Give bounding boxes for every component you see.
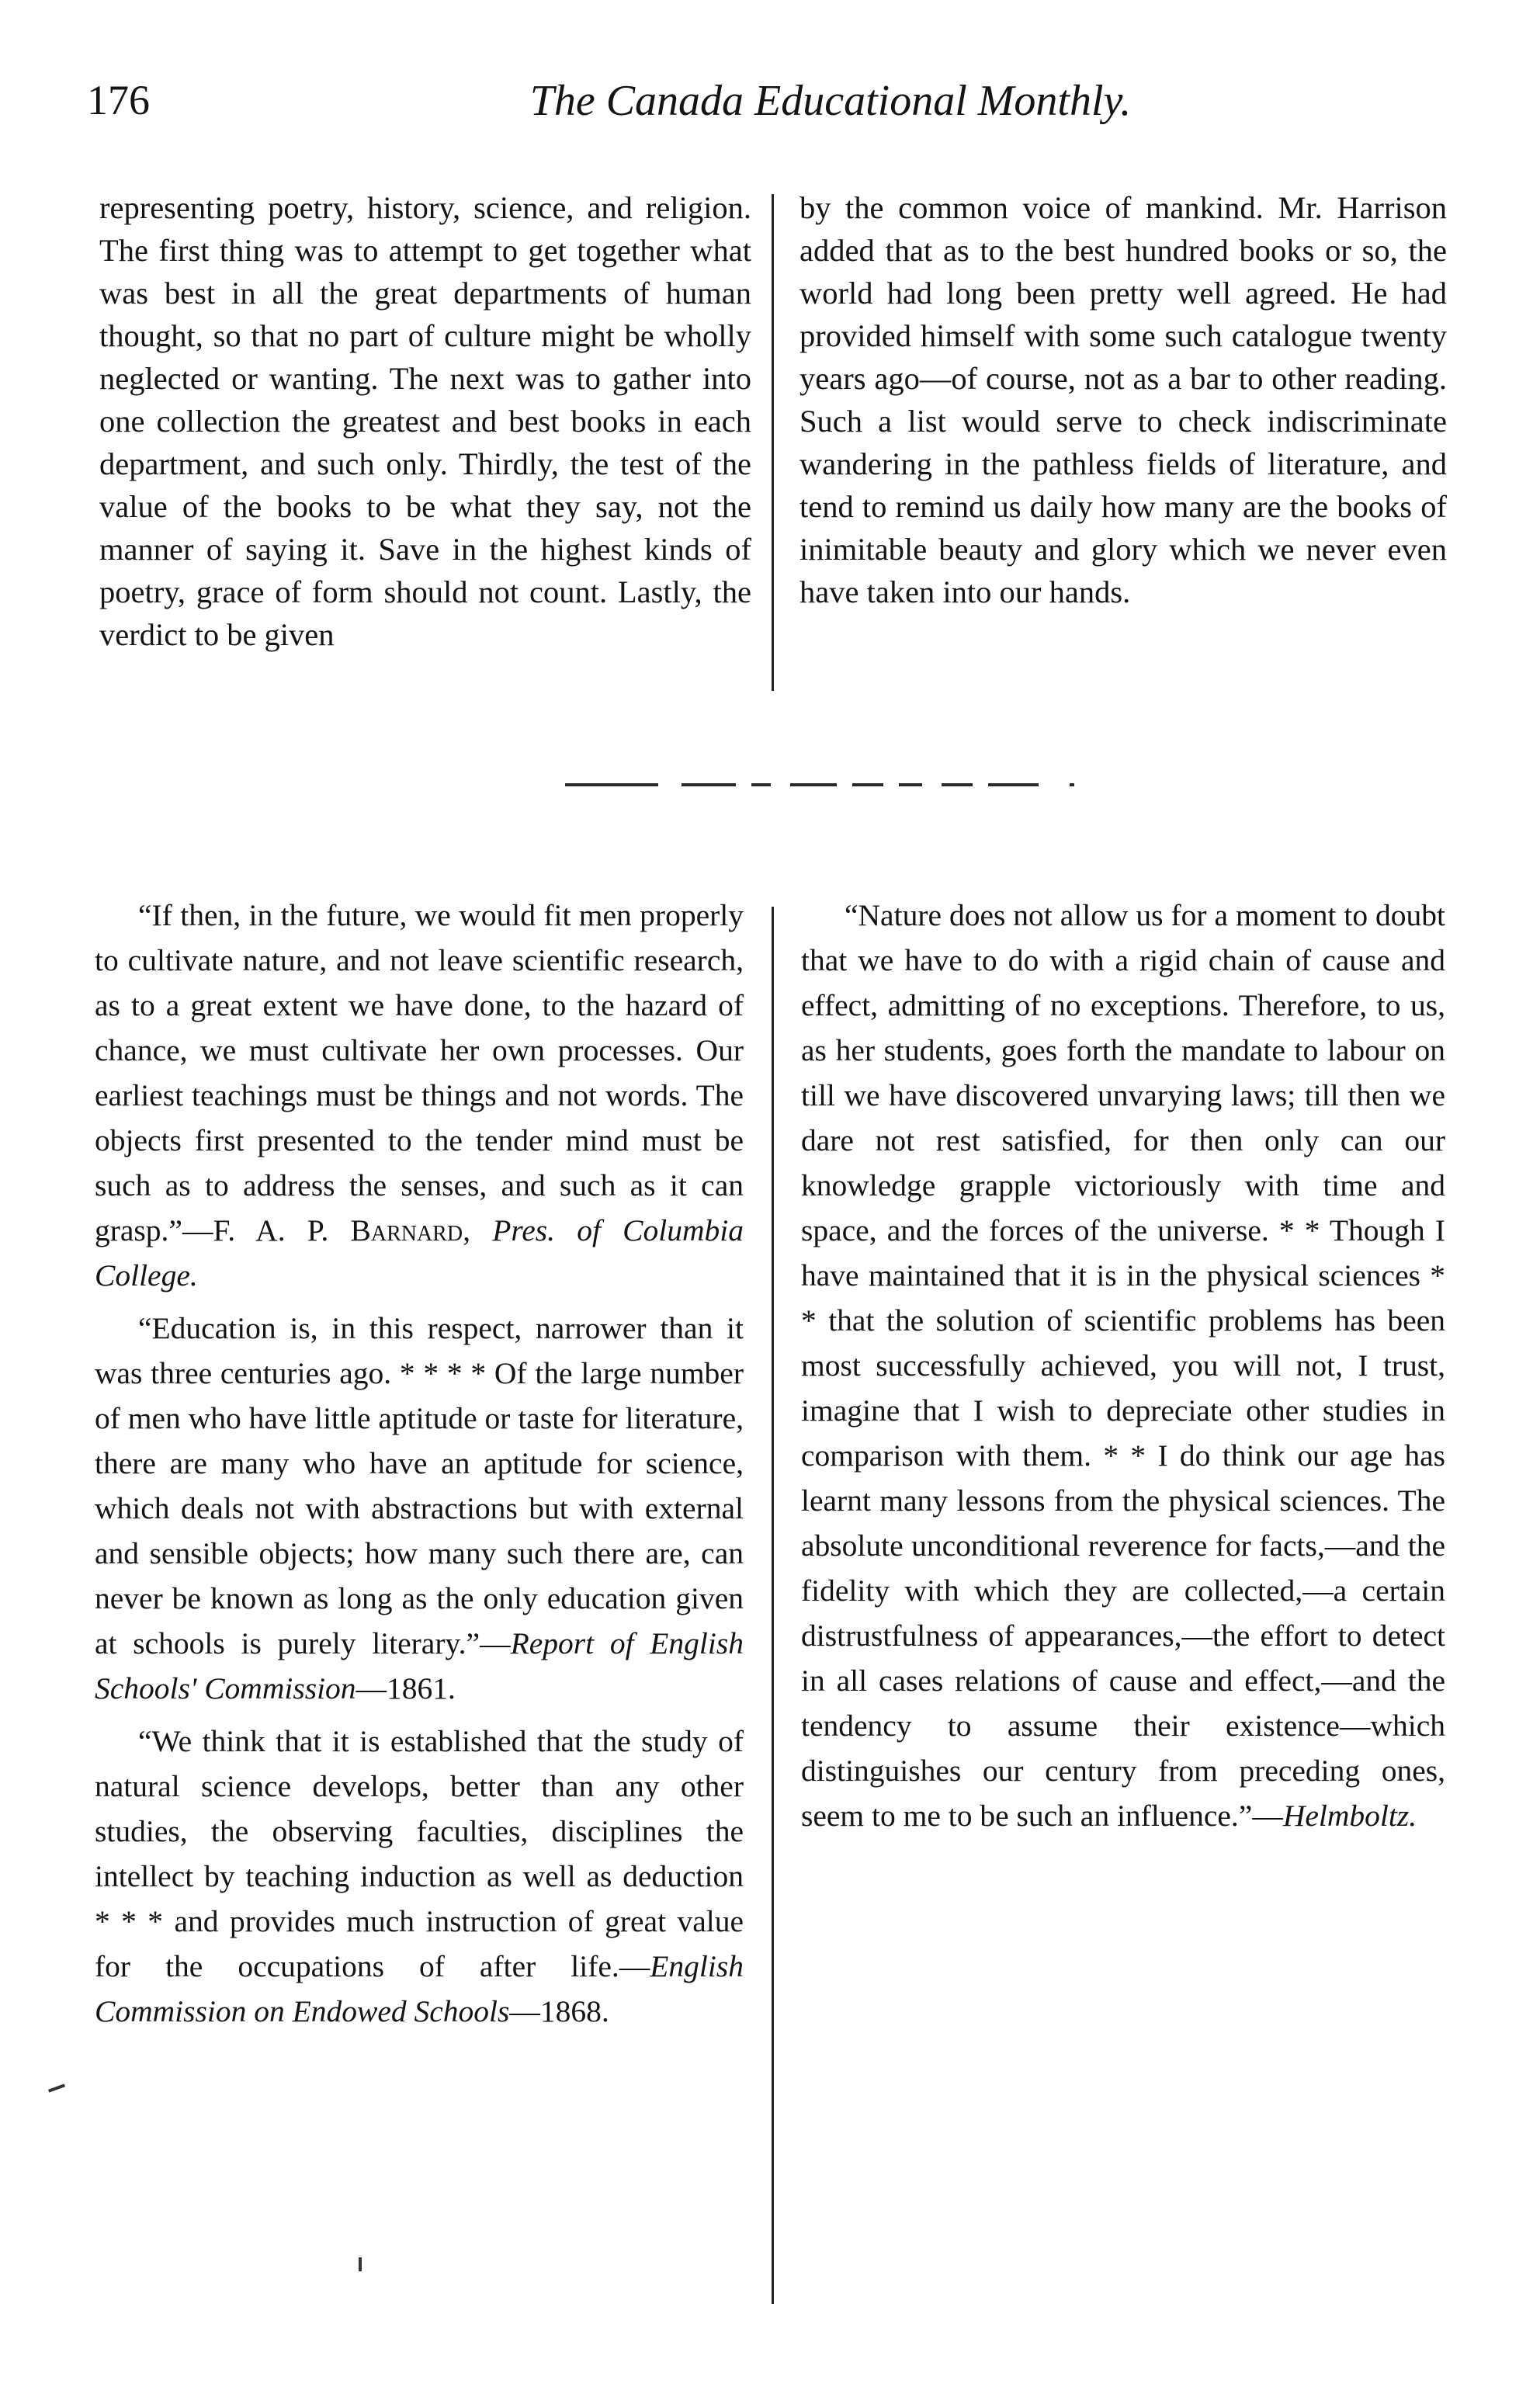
column-divider-top [772, 194, 774, 691]
running-title: The Canada Educational Monthly. [529, 77, 1132, 125]
print-speck [359, 2257, 362, 2271]
quote-english-schools-text: “Education is, in this respect, narrower than it was three centuries ago. * * * * Of the large number of men who have little aptitude or taste for literature, there are many who have an aptitude for science, which deals not with abstractions but with external and sensible objects; how many such there are, can never be known as long as the only education given at schools is purely literary.”— [95, 1311, 744, 1660]
quote-english-schools-source: Report of English Schools' Commission [95, 1626, 744, 1705]
quote-barnard [95, 893, 744, 1298]
quote-endowed-schools-text: “We think that it is established that the study of natural science develops, better than any other studies, the observing faculties, disciplines the intellect by teaching induction as well as deduction * * * and provides much instruction of great value for the occupations of after life.— [95, 1724, 744, 1983]
bottom-right-column [801, 893, 1445, 1838]
quote-helmholtz-text: “Nature does not allow us for a moment to doubt that we have to do with a rigid chain of cause and effect, admitting of no exceptions. Therefore, to us, as her students, goes forth the mandate to labour on till we have discovered unvarying laws; till then we dare not rest satisfied, for then only can our knowledge grapple victoriously with time and space, and the forces of the universe. * * Though I have maintained that it is in the physical sciences * * that the solution of scientific problems has been most successfully achieved, you will not, I trust, imagine that I wish to depreciate other studies in comparison with them. * * I do think our age has learnt many lessons from the physical sciences. The absolute unconditional reverence for facts,—and the fidelity with which they are collected,—a certain distrustfulness of appearances,—the effort to detect in all cases relations of cause and effect,—and the tendency to assume their existence—which distinguishes our century from preceding ones, seem to me to be such an influence.”— [801, 898, 1445, 1833]
ornament-segment [988, 783, 1039, 786]
ornament-segment [942, 783, 973, 786]
quote-barnard-source: Pres. of Columbia College. [95, 1213, 744, 1292]
top-right-column: by the common voice of mankind. Mr. Harrison added that as to the best hundred books or so, the world had long been pretty well agreed. He had provided himself with some such catalogue twenty years ago—of course, not as a bar to other reading. Such a list would serve to check indiscriminate wandering in the pathless fields of literature, and tend to remind us daily how many are the books of inimitable beauty and glory which we never even have taken into our hands. [799, 190, 1447, 609]
ornament-segment [1070, 783, 1074, 786]
section-divider-ornament [565, 780, 1077, 789]
ornament-segment [751, 783, 771, 786]
ornament-segment [565, 783, 658, 786]
quote-english-schools-year: —1861. [356, 1671, 456, 1705]
ornament-segment [790, 783, 837, 786]
ornament-segment [682, 783, 736, 786]
quote-endowed-schools-year: —1868. [509, 1994, 609, 2028]
quote-helmholtz-author: Helmboltz. [1282, 1799, 1417, 1833]
quote-helmholtz [801, 893, 1445, 1838]
quote-barnard-author: Barnard, [350, 1213, 470, 1247]
ornament-segment [852, 783, 883, 786]
bottom-left-column [95, 893, 744, 2034]
quote-endowed-schools-source: English Commission on Endowed Schools [95, 1949, 744, 2028]
quote-english-schools [95, 1306, 744, 1711]
ornament-segment [899, 783, 922, 786]
column-divider-bottom [772, 907, 774, 2304]
top-left-column: representing poetry, history, science, and religion. The first thing was to attempt to get together what was best in all the great departments of human thought, so that no part of culture might be wholly neglected or wanting. The next was to gather into one collection the greatest and best books in each department, and such only. Thirdly, the test of the value of the books to be what they say, not the manner of saying it. Save in the highest kinds of poetry, grace of form should not count. Lastly, the verdict to be given [99, 190, 751, 652]
quote-endowed-schools [95, 1719, 744, 2034]
margin-mark [48, 2083, 65, 2092]
quote-barnard-text: “If then, in the future, we would fit men properly to cultivate nature, and not leave scientific research, as to a great extent we have done, to the hazard of chance, we must cultivate her own processes. Our earliest teachings must be things and not words. The objects first presented to the tender mind must be such as to address the senses, and such as it can grasp.”—F. A. P. [95, 898, 744, 1247]
page-number: 176 [87, 77, 150, 123]
